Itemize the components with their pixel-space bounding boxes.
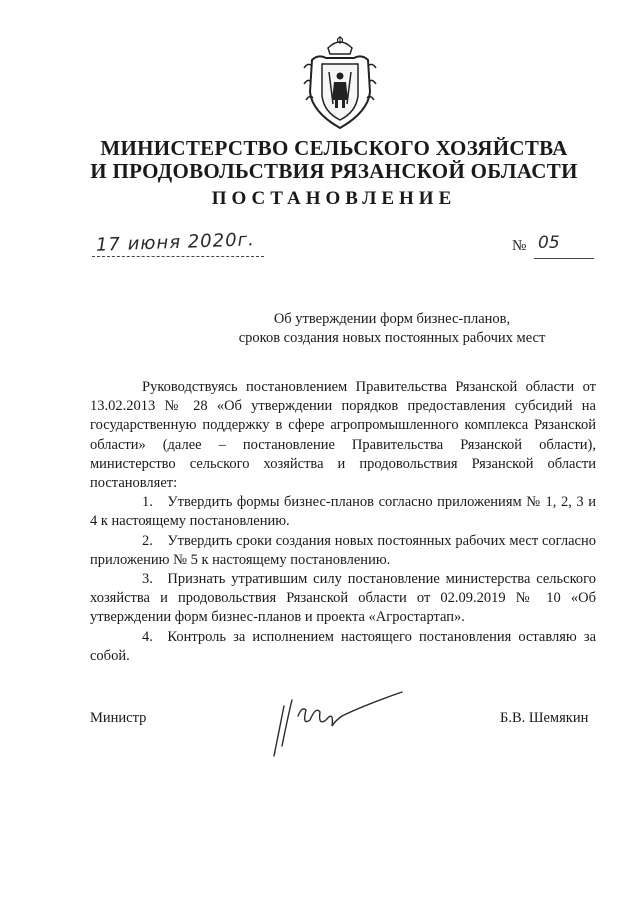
signatory-name: Б.В. Шемякин [500, 710, 589, 726]
subject-line1: Об утверждении форм бизнес-планов, [273, 311, 511, 327]
preamble-paragraph: Руководствуясь постановлением Правительства Рязанской области от 13.02.2013 № 28 «Об утверждении порядков предоставления субсидий на государственную поддержку в сфере агропромышленного комплекса Рязанской области» (далее – постановление Правительства Рязанской области), министерство сельского хозяйства и продовольствия Рязанской области постановляет: [90, 379, 596, 492]
document-date [92, 229, 264, 262]
resolution-item-3: 3. Признать утратившим силу постановление министерства сельского хозяйства и продовольствия Рязанской области от 02.09.2019 № 10 «Об утверждении форм бизнес-планов и проекта «Агростартап». [90, 571, 596, 626]
resolution-item-1: 1. Утвердить формы бизнес-планов согласно приложениям № 1, 2, 3 и 4 к настоящему постановлению. [90, 494, 596, 530]
signatory-role: Министр [90, 710, 147, 726]
document-body [90, 378, 596, 666]
handwritten-date: 17 июня 2020г. [95, 229, 256, 256]
handwritten-number: 05 [538, 233, 560, 253]
number-label: № [512, 238, 527, 254]
ministry-title-line1: МИНИСТЕРСТВО СЕЛЬСКОГО ХОЗЯЙСТВА [100, 136, 568, 160]
ministry-title-line2: И ПРОДОВОЛЬСТВИЯ РЯЗАНСКОЙ ОБЛАСТИ [90, 159, 578, 183]
subject-line2: сроков создания новых постоянных рабочих мест [238, 330, 546, 346]
date-underline [92, 256, 264, 257]
document-number [512, 233, 592, 264]
document-type-heading: ПОСТАНОВЛЕНИЕ [211, 188, 457, 209]
resolution-item-2: 2. Утвердить сроки создания новых постоянных рабочих мест согласно приложению № 5 к настоящему постановлению. [90, 532, 596, 568]
coat-of-arms-icon [298, 34, 382, 134]
number-underline [534, 258, 594, 259]
resolution-item-4: 4. Контроль за исполнением настоящего постановления оставляю за собой. [90, 628, 596, 664]
handwritten-signature [262, 686, 412, 766]
